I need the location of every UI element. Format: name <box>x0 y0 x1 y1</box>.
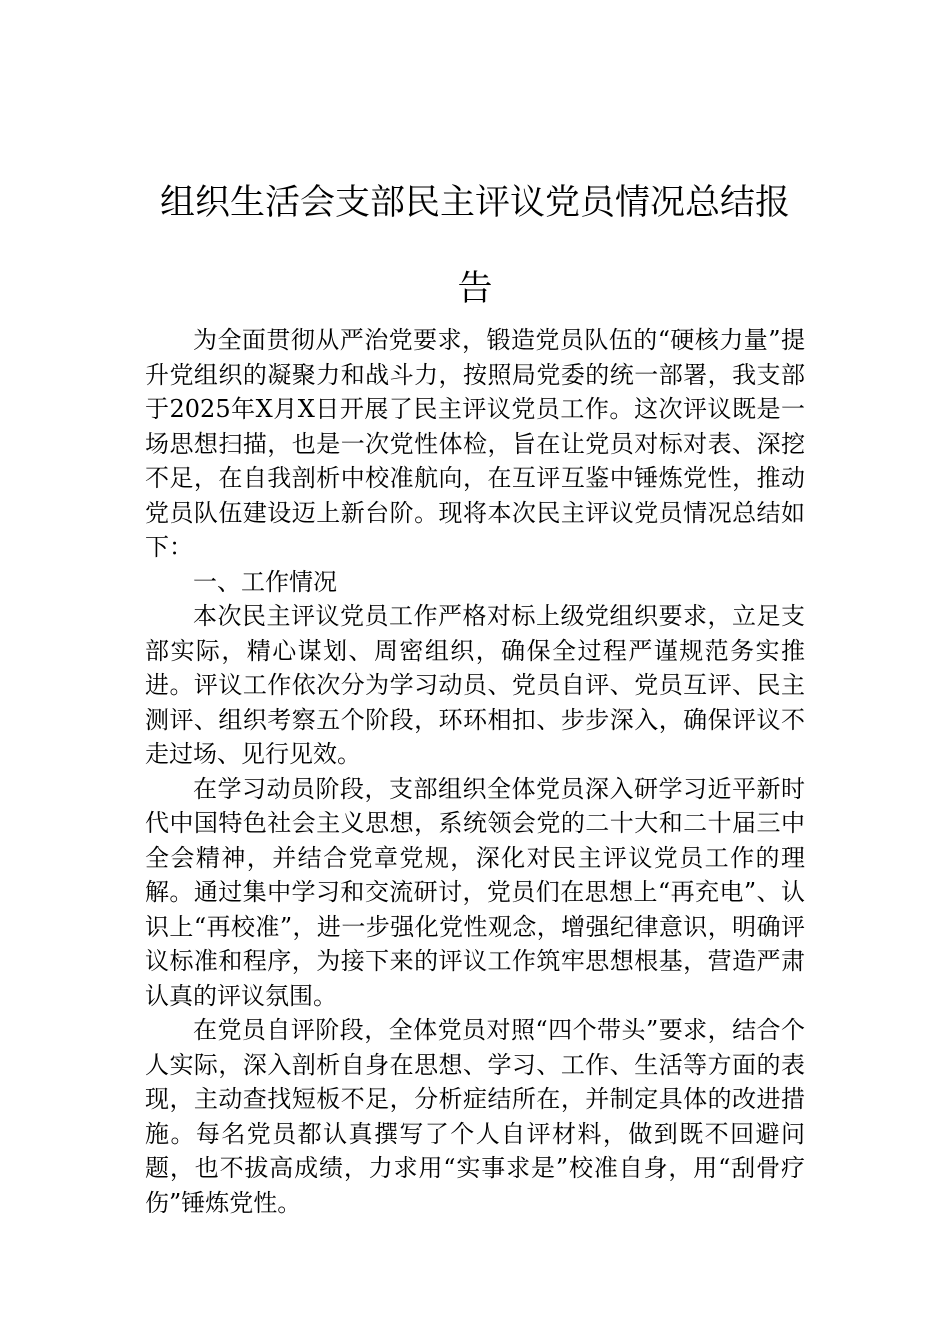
body-paragraph: 在党员自评阶段，全体党员对照“四个带头”要求，结合个人实际，深入剖析自身在思想、学习、工作、生活等方面的表现，主动查找短板不足，分析症结所在，并制定具体的改进措施。每名党员都认真撰写了个人自评材料，做到既不回避问题，也不拔高成绩，力求用“实事求是”校准自身，用“刮骨疗伤”锤炼党性。 <box>145 1016 805 1217</box>
document-title: 组织生活会支部民主评议党员情况总结报告 <box>159 183 790 309</box>
body-paragraph: 本次民主评议党员工作严格对标上级党组织要求，立足支部实际，精心谋划、周密组织，确保全过程严谨规范务实推进。评议工作依次分为学习动员、党员自评、党员互评、民主测评、组织考察五个阶段，环环相扣、步步深入，确保评议不走过场、见行见效。 <box>145 602 805 768</box>
body-paragraph: 在学习动员阶段，支部组织全体党员深入研学习近平新时代中国特色社会主义思想，系统领会党的二十大和二十届三中全会精神，并结合党章党规，深化对民主评议党员工作的理解。通过集中学习和交流研讨，党员们在思想上“再充电”、认识上“再校准”，进一步强化党性观念，增强纪律意识，明确评议标准和程序，为接下来的评议工作筑牢思想根基，营造严肃认真的评议氛围。 <box>145 774 805 1010</box>
section-heading-work-status: 一、工作情况 <box>193 567 337 596</box>
document-body <box>145 323 805 1220</box>
intro-paragraph: 为全面贯彻从严治党要求，锻造党员队伍的“硬核力量”提升党组织的凝聚力和战斗力，按照局党委的统一部署，我支部于2025年X月X日开展了民主评议党员工作。这次评议既是一场思想扫描，也是一次党性体检，旨在让党员对标对表、深挖不足，在自我剖析中校准航向，在互评互鉴中锤炼党性，推动党员队伍建设迈上新台阶。现将本次民主评议党员情况总结如下： <box>145 326 805 561</box>
